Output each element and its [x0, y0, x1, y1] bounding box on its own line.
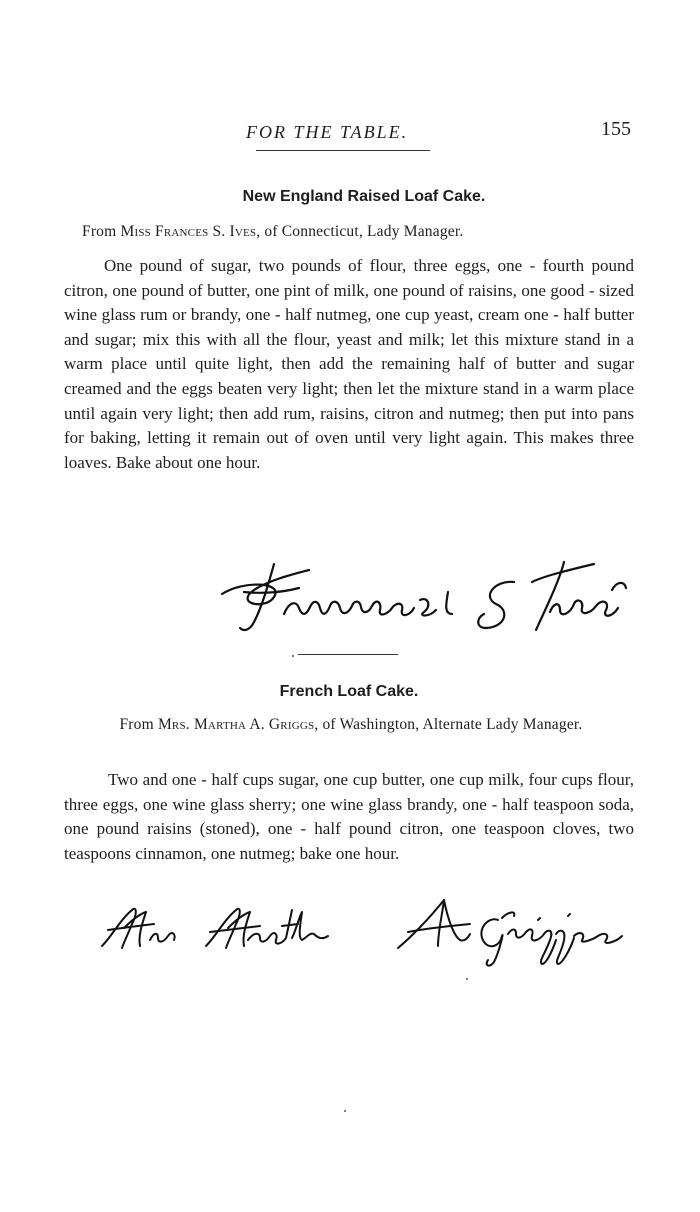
- recipe-source: [66, 714, 636, 736]
- header-rule: [256, 150, 430, 151]
- print-speck: [466, 978, 468, 980]
- source-suffix: , of Connecticut, Lady Manager.: [256, 223, 464, 240]
- handwritten-signature: [214, 552, 634, 652]
- recipe-source: [82, 221, 642, 243]
- print-speck: [292, 655, 294, 657]
- signature-text: Mrs Martha A Griggs: [108, 957, 217, 968]
- source-prefix: From: [119, 716, 158, 733]
- source-name: Mrs. Martha A. Griggs: [157, 716, 315, 733]
- recipe-body: One pound of sugar, two pounds of flour, three eggs, one - fourth pound citron, one pound of butter, one pint of milk, one pound of raisins, one good - sized wine glass rum or brandy, one - half nutmeg, one cup yeast, cream one - half butter and sugar; mix this with all the flour, yeast and milk; let this mixture stand in a warm place until quite light, then add the remaining half of butter and sugar creamed and the eggs beaten very light; then let the mixture stand in a warm place until again very light; then add rum, raisins, citron and nutmeg; then put into pans for baking, letting it remain out of oven until very light again. This makes three loaves. Bake about one hour.: [64, 256, 634, 472]
- signature-text: Frances S Ives: [224, 639, 299, 650]
- page-number: 155: [601, 118, 631, 140]
- handwritten-signature: [98, 890, 638, 970]
- source-prefix: From: [82, 223, 121, 240]
- source-suffix: , of Washington, Alternate Lady Manager.: [314, 716, 583, 733]
- recipe-title: French Loaf Cake.: [279, 683, 419, 700]
- recipe-title: New England Raised Loaf Cake.: [242, 188, 486, 205]
- section-divider: [298, 654, 398, 655]
- source-name: Miss Frances S. Ives: [120, 223, 257, 240]
- running-head: FOR THE TABLE.: [246, 122, 409, 142]
- print-speck: [344, 1110, 346, 1112]
- recipe-body: Two and one - half cups sugar, one cup butter, one cup milk, four cups flour, three eggs, one wine glass sherry; one wine glass brandy, one - half teaspoon soda, one pound raisins (stoned), one - half pound citron, one teaspoon cloves, two teaspoons cinnamon, one nutmeg; bake one hour.: [64, 770, 634, 863]
